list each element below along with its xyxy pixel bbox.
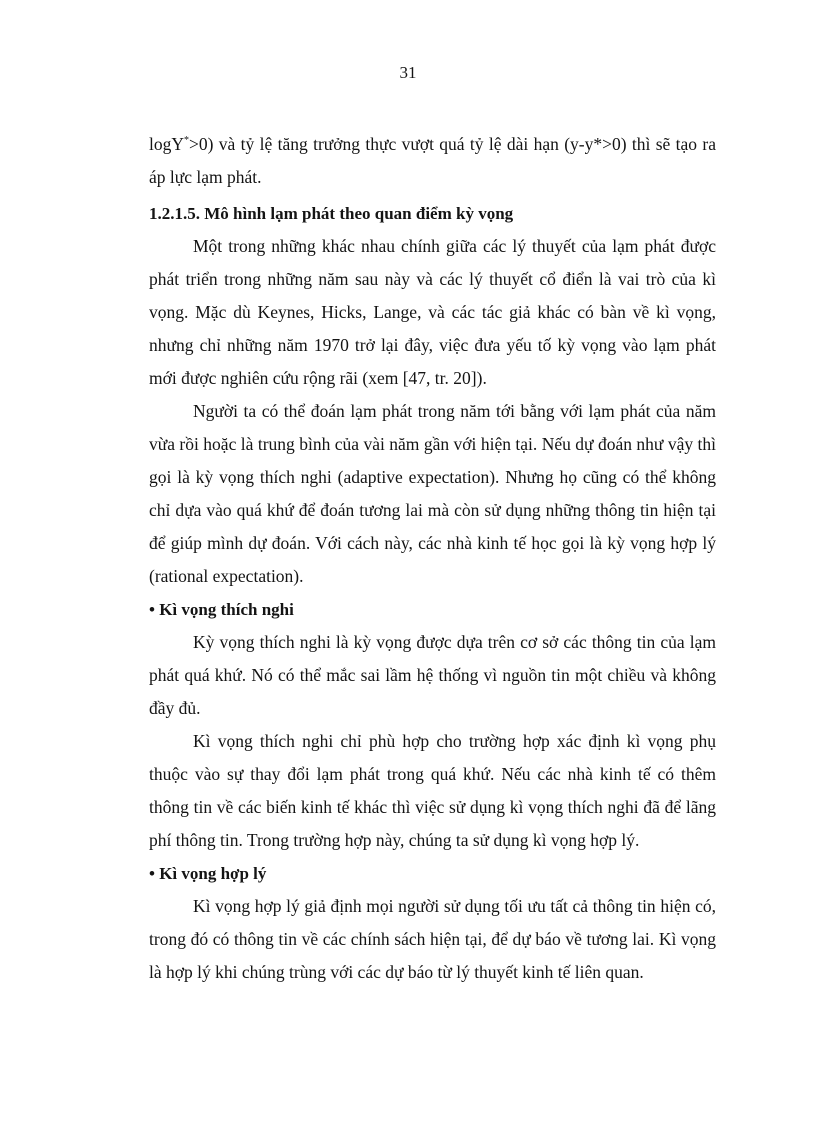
adaptive-paragraph-2: Kì vọng thích nghi chỉ phù hợp cho trường hợp xác định kì vọng phụ thuộc vào sự thay đổi lạm phát trong quá khứ. Nếu các nhà kinh tế có thêm thông tin về các biến kinh tế khác thì việc sử dụng kì vọng thích nghi đã để lãng phí thông tin. Trong trường hợp này, chúng ta sử dụng kì vọng hợp lý. (149, 731, 716, 850)
rational-expectation-heading: • Kì vọng hợp lý (149, 864, 267, 883)
section-paragraph-2: Người ta có thể đoán lạm phát trong năm tới bằng với lạm phát của năm vừa rồi hoặc là trung bình của vài năm gần với hiện tại. Nếu dự đoán như vậy thì gọi là kỳ vọng thích nghi (adaptive expectation). Nhưng họ cũng có thể không chỉ dựa vào quá khứ để đoán tương lai mà còn sử dụng những thông tin hiện tại để giúp mình dự đoán. Với cách này, các nhà kinh tế học gọi là kỳ vọng hợp lý (rational expectation). (149, 401, 716, 586)
adaptive-paragraph-1: Kỳ vọng thích nghi là kỳ vọng được dựa trên cơ sở các thông tin của lạm phát quá khứ. Nó có thể mắc sai lầm hệ thống vì nguồn tin một chiều và không đầy đủ. (149, 632, 716, 718)
continuation-superscript: * (184, 135, 189, 147)
section-heading: 1.2.1.5. Mô hình lạm phát theo quan điểm kỳ vọng (149, 204, 514, 223)
document-body (149, 128, 716, 989)
rational-paragraph-1: Kì vọng hợp lý giả định mọi người sử dụng tối ưu tất cả thông tin hiện có, trong đó có thông tin về các chính sách hiện tại, để dự báo về tương lai. Kì vọng là hợp lý khi chúng trùng với các dự báo từ lý thuyết kinh tế liên quan. (149, 896, 716, 982)
page-number: 31 (399, 63, 417, 82)
adaptive-expectation-heading: • Kì vọng thích nghi (149, 600, 294, 619)
continuation-text: >0) và tỷ lệ tăng trưởng thực vượt quá tỷ lệ dài hạn (y-y*>0) thì sẽ tạo ra áp lực lạm phát. (149, 134, 716, 187)
continuation-paragraph (149, 128, 716, 194)
continuation-log-term: logY (149, 134, 184, 154)
section-paragraph-1: Một trong những khác nhau chính giữa các lý thuyết của lạm phát được phát triển trong những năm sau này và các lý thuyết cổ điển là vai trò của kì vọng. Mặc dù Keynes, Hicks, Lange, và các tác giả khác có bàn về kì vọng, nhưng chỉ những năm 1970 trở lại đây, việc đưa yếu tố kỳ vọng vào lạm phát mới được nghiên cứu rộng rãi (xem [47, tr. 20]). (149, 236, 716, 388)
